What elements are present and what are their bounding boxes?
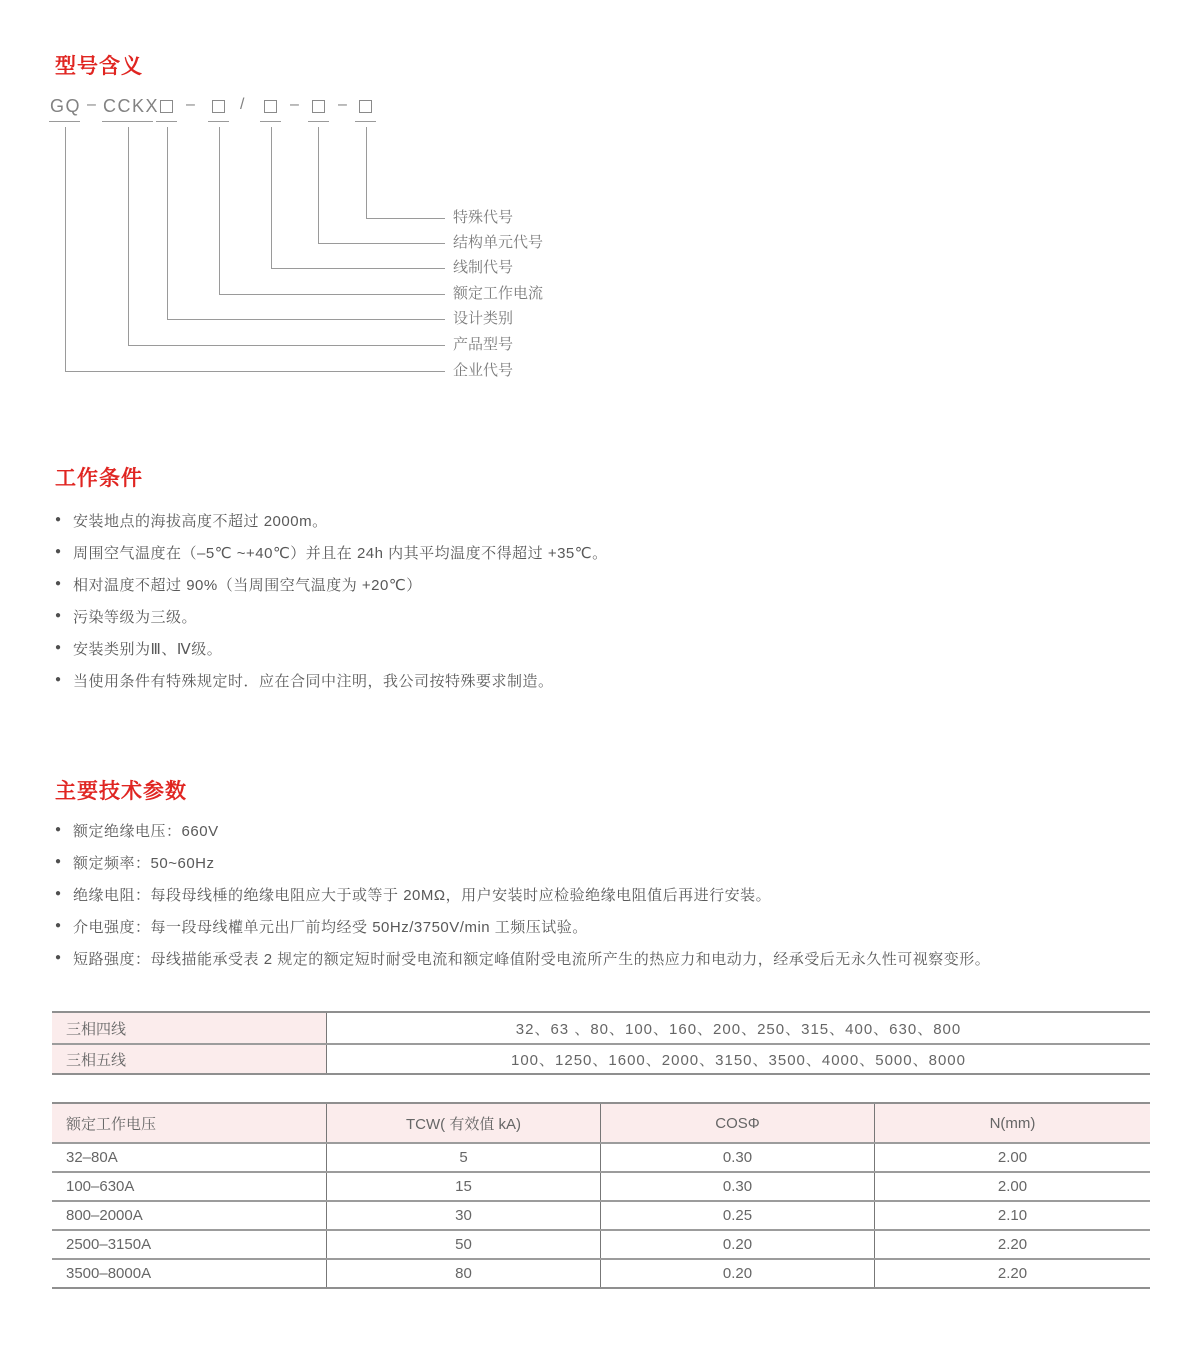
model-part-label: 结构单元代号 <box>453 234 544 251</box>
cell-range: 2500–3150A <box>52 1231 327 1258</box>
list-item <box>55 814 1155 846</box>
cell-tcw: 5 <box>327 1144 601 1171</box>
model-part-label: 额定工作电流 <box>453 285 544 302</box>
table-row <box>52 1013 1150 1043</box>
cell-n: 2.00 <box>997 1149 1028 1166</box>
header-cell-tcw: TCW( 有效值 kA) <box>327 1104 601 1142</box>
connector-vertical-line <box>219 127 220 294</box>
list-item <box>55 600 1155 632</box>
bullet-icon: ● <box>55 578 62 589</box>
list-item <box>55 878 1155 910</box>
working-conditions-list <box>55 504 1155 696</box>
model-dash: – <box>290 96 299 113</box>
header-cell-cos: COSΦ <box>601 1104 875 1142</box>
list-item <box>55 504 1155 536</box>
model-meaning-heading: 型号含义 <box>55 55 143 78</box>
table-row <box>52 1171 1150 1200</box>
row-label-cell: 三相五线 <box>52 1045 327 1073</box>
list-item <box>55 664 1155 696</box>
bullet-icon: ● <box>55 610 62 621</box>
cell-cos: 0.20 <box>601 1260 875 1287</box>
connector-horizontal-line <box>128 345 445 346</box>
parameter-text: 额定绝缘电压：660V <box>73 822 219 840</box>
model-placeholder-box <box>312 100 325 113</box>
parameter-text: 短路强度：母线描能承受表 2 规定的额定短时耐受电流和额定峰值附受电流所产生的热应力和电动力，经承受后无永久性可视察变形。 <box>73 950 991 968</box>
model-dash: – <box>87 96 96 113</box>
header-cell-voltage: 额定工作电压 <box>52 1104 327 1142</box>
cell-range: 100–630A <box>52 1173 327 1200</box>
table-row <box>52 1229 1150 1258</box>
segment-underline <box>156 121 177 122</box>
list-item <box>55 632 1155 664</box>
connector-horizontal-line <box>271 268 445 269</box>
connector-vertical-line <box>167 127 168 319</box>
condition-text: 相对温度不超过 90%（当周围空气温度为 +20℃） <box>73 576 422 594</box>
connector-horizontal-line <box>366 218 445 219</box>
model-placeholder-box <box>212 100 225 113</box>
connector-vertical-line <box>366 127 367 218</box>
model-slash: / <box>240 96 245 113</box>
cell-tcw: 30 <box>327 1202 601 1229</box>
parameters-table <box>52 1102 1150 1289</box>
cell-range: 3500–8000A <box>52 1260 327 1287</box>
model-placeholder-box <box>160 100 173 113</box>
row-values-cell: 100、1250、1600、2000、3150、3500、4000、5000、8000 <box>511 1051 966 1069</box>
cell-range: 32–80A <box>52 1144 327 1171</box>
list-item <box>55 536 1155 568</box>
bullet-icon: ● <box>55 642 62 653</box>
cell-cos: 0.25 <box>601 1202 875 1229</box>
parameter-text: 介电强度：每一段母线權单元出厂前均经受 50Hz/3750V/min 工频压试验。 <box>73 918 588 936</box>
cell-cos: 0.30 <box>601 1173 875 1200</box>
bullet-icon: ● <box>55 824 62 835</box>
condition-text: 当使用条件有特殊规定时．应在合同中注明，我公司按特殊要求制造。 <box>73 672 554 690</box>
parameter-text: 绝缘电阻：每段母线棰的绝缘电阻应大于或等于 20MΩ，用户安装时应检验绝缘电阻值后再进行安装。 <box>73 886 772 904</box>
model-part-label: 设计类别 <box>453 310 514 327</box>
current-ratings-table <box>52 1011 1150 1075</box>
segment-underline <box>260 121 281 122</box>
model-part-label: 产品型号 <box>453 336 514 353</box>
cell-cos: 0.30 <box>601 1144 875 1171</box>
segment-underline <box>355 121 376 122</box>
list-item <box>55 568 1155 600</box>
table-row <box>52 1043 1150 1073</box>
model-dash: – <box>186 96 195 113</box>
model-part-label: 线制代号 <box>453 259 514 276</box>
list-item <box>55 846 1155 878</box>
connector-vertical-line <box>318 127 319 243</box>
cell-range: 800–2000A <box>52 1202 327 1229</box>
list-item <box>55 910 1155 942</box>
model-segment-cckx: CCKX <box>103 96 160 116</box>
condition-text: 污染等级为三级。 <box>73 608 198 626</box>
bullet-icon: ● <box>55 856 62 867</box>
model-dash: – <box>338 96 347 113</box>
connector-horizontal-line <box>65 371 445 372</box>
segment-underline <box>102 121 153 122</box>
row-values-cell: 32、63 、80、100、160、200、250、315、400、630、800 <box>515 1020 962 1038</box>
cell-n: 2.00 <box>997 1178 1028 1195</box>
connector-vertical-line <box>128 127 129 345</box>
segment-underline <box>49 121 80 122</box>
table-row <box>52 1142 1150 1171</box>
row-label-cell: 三相四线 <box>52 1013 327 1043</box>
segment-underline <box>308 121 329 122</box>
table-row <box>52 1200 1150 1229</box>
connector-vertical-line <box>65 127 66 371</box>
condition-text: 周围空气温度在（–5℃ ~+40℃）并且在 24h 内其平均温度不得超过 +35℃。 <box>73 544 608 562</box>
table-header-row <box>52 1104 1150 1142</box>
model-part-label: 企业代号 <box>453 362 514 379</box>
cell-cos: 0.20 <box>601 1231 875 1258</box>
parameter-text: 额定频率：50~60Hz <box>73 854 215 872</box>
model-placeholder-box <box>359 100 372 113</box>
cell-tcw: 50 <box>327 1231 601 1258</box>
condition-text: 安装类别为Ⅲ、Ⅳ级。 <box>73 640 223 658</box>
connector-horizontal-line <box>219 294 445 295</box>
cell-tcw: 15 <box>327 1173 601 1200</box>
header-cell-n: N(mm) <box>989 1114 1036 1132</box>
connector-horizontal-line <box>318 243 445 244</box>
cell-n: 2.10 <box>997 1207 1028 1224</box>
working-conditions-heading: 工作条件 <box>55 467 143 490</box>
technical-parameters-heading: 主要技术参数 <box>55 780 187 803</box>
segment-underline <box>208 121 229 122</box>
bullet-icon: ● <box>55 920 62 931</box>
bullet-icon: ● <box>55 888 62 899</box>
bullet-icon: ● <box>55 546 62 557</box>
technical-parameters-list <box>55 814 1155 974</box>
model-part-label: 特殊代号 <box>453 209 514 226</box>
cell-tcw: 80 <box>327 1260 601 1287</box>
bullet-icon: ● <box>55 952 62 963</box>
condition-text: 安装地点的海拔高度不超过 2000m。 <box>73 512 328 530</box>
model-placeholder-box <box>264 100 277 113</box>
connector-vertical-line <box>271 127 272 268</box>
cell-n: 2.20 <box>997 1236 1028 1253</box>
table-row <box>52 1258 1150 1287</box>
bullet-icon: ● <box>55 514 62 525</box>
connector-horizontal-line <box>167 319 445 320</box>
cell-n: 2.20 <box>997 1265 1028 1282</box>
list-item <box>55 942 1155 974</box>
bullet-icon: ● <box>55 674 62 685</box>
model-segment-gq: GQ <box>50 96 82 116</box>
